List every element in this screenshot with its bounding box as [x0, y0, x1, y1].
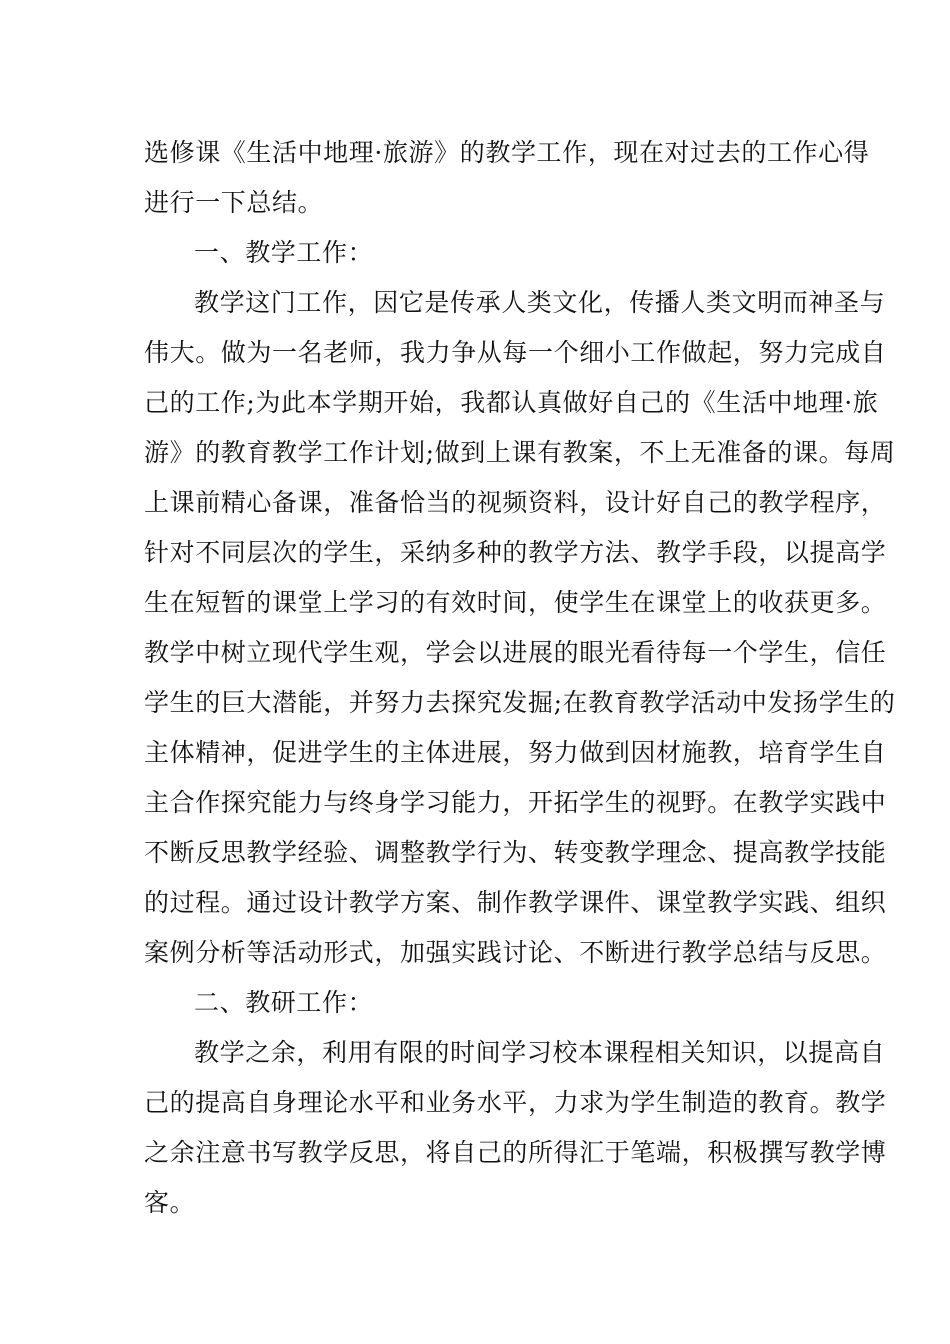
text-line: 教学之余，利用有限的时间学习校本课程相关知识，以提高自	[194, 1038, 886, 1067]
text-line: 客。	[144, 1188, 196, 1217]
text-line: 伟大。做为一名老师，我力争从每一个细小工作做起，努力完成自	[144, 338, 887, 367]
text-line: 己的提高自身理论水平和业务水平，力求为学生制造的教育。教学	[144, 1088, 887, 1117]
text-line: 教学这门工作，因它是传承人类文化，传播人类文明而神圣与	[194, 288, 886, 317]
text-line: 己的工作;为此本学期开始，我都认真做好自己的《生活中地理·旅	[144, 388, 879, 417]
text-line: 的过程。通过设计教学方案、制作教学课件、课堂教学实践、组织	[144, 888, 887, 917]
section-heading: 一、教学工作：	[194, 238, 374, 267]
text-line: 针对不同层次的学生，采纳多种的教学方法、教学手段，以提高学	[144, 538, 887, 567]
text-line: 不断反思教学经验、调整教学行为、转变教学理念、提高教学技能	[144, 838, 887, 867]
text-line: 进行一下总结。	[144, 188, 324, 217]
text-line: 游》的教育教学工作计划;做到上课有教案，不上无准备的课。每周	[144, 438, 896, 467]
section-heading: 二、教研工作：	[194, 988, 374, 1017]
text-line: 选修课《生活中地理·旅游》的教学工作，现在对过去的工作心得	[144, 138, 870, 167]
text-line: 上课前精心备课，准备恰当的视频资料，设计好自己的教学程序，	[144, 488, 887, 517]
text-line: 案例分析等活动形式，加强实践讨论、不断进行教学总结与反思。	[144, 938, 887, 967]
text-line: 学生的巨大潜能，并努力去探究发掘;在教育教学活动中发扬学生的	[144, 688, 896, 717]
text-line: 主合作探究能力与终身学习能力，开拓学生的视野。在教学实践中	[144, 788, 887, 817]
text-line: 生在短暂的课堂上学习的有效时间，使学生在课堂上的收获更多。	[144, 588, 887, 617]
text-line: 主体精神，促进学生的主体进展，努力做到因材施教，培育学生自	[144, 738, 887, 767]
text-line: 之余注意书写教学反思，将自己的所得汇于笔端，积极撰写教学博	[144, 1138, 887, 1167]
text-line: 教学中树立现代学生观，学会以进展的眼光看待每一个学生，信任	[144, 638, 887, 667]
